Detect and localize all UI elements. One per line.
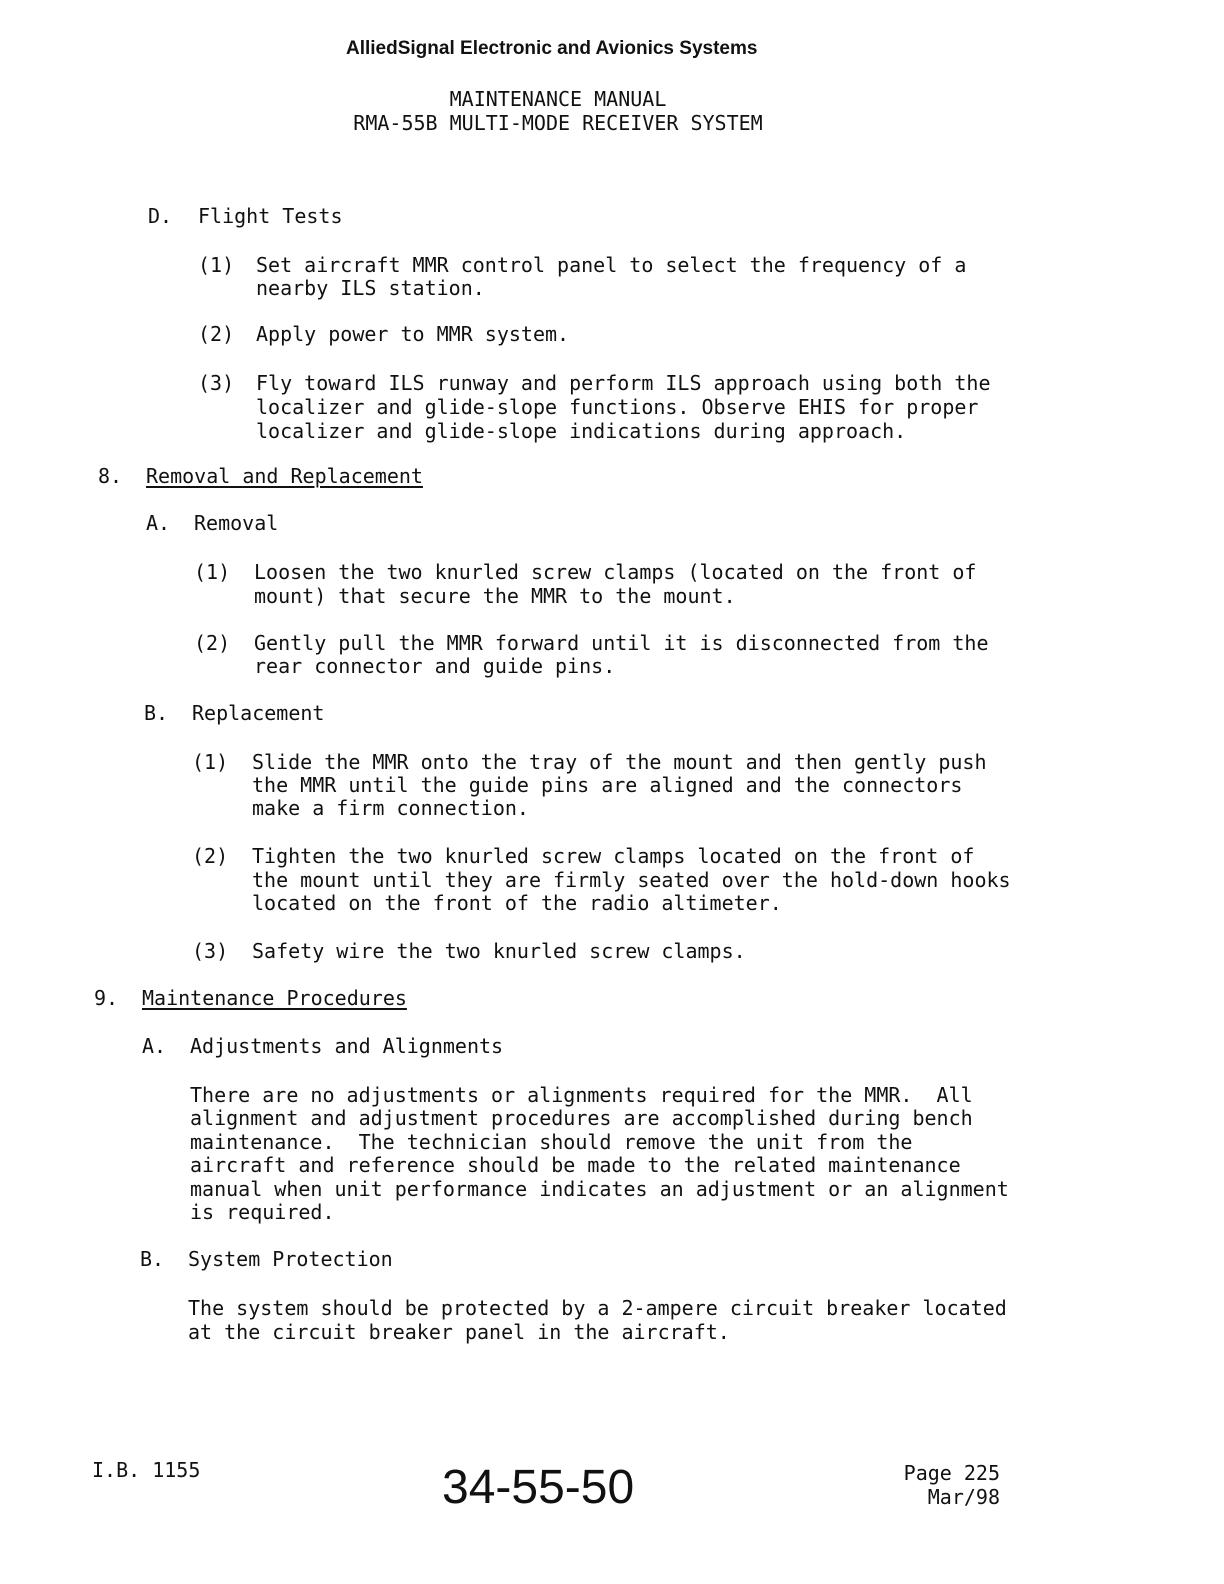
8b-step-2-num: (2): [192, 844, 229, 868]
9a-text-line-4: aircraft and reference should be made to the related maintenance: [190, 1153, 961, 1177]
section-9a-title: Adjustments and Alignments: [190, 1034, 504, 1058]
footer-document-number: 34-55-50: [442, 1461, 635, 1514]
d-step-2-line-1: Apply power to MMR system.: [256, 322, 570, 346]
section-d-title: Flight Tests: [198, 204, 343, 228]
section-8-num: 8.: [98, 464, 123, 488]
8b-step-3-line-1: Safety wire the two knurled screw clamps.: [252, 939, 746, 963]
section-8a-title: Removal: [194, 511, 279, 535]
footer-page-number: Page 225: [903, 1461, 1000, 1485]
d-step-1-line-2: nearby ILS station.: [256, 276, 485, 300]
section-8-title: Removal and Replacement: [146, 464, 423, 488]
8b-step-2-line-3: located on the front of the radio altimeter.: [252, 891, 782, 915]
8a-step-2-line-2: rear connector and guide pins.: [254, 654, 616, 678]
8b-step-1-line-1: Slide the MMR onto the tray of the mount and then gently push: [252, 750, 987, 774]
d-step-1-line-1: Set aircraft MMR control panel to select the frequency of a: [256, 253, 967, 277]
9b-text-line-2: at the circuit breaker panel in the aircraft.: [188, 1320, 730, 1344]
8a-step-2-line-1: Gently pull the MMR forward until it is disconnected from the: [254, 631, 989, 655]
8a-step-2-num: (2): [194, 631, 231, 655]
section-8b-title: Replacement: [192, 701, 325, 725]
8b-step-2-line-2: the mount until they are firmly seated over the hold-down hooks: [252, 868, 1011, 892]
footer-ib-number: I.B. 1155: [92, 1458, 201, 1482]
8b-step-1-line-3: make a firm connection.: [252, 796, 529, 820]
d-step-3-line-1: Fly toward ILS runway and perform ILS approach using both the: [256, 371, 991, 395]
section-9a-label: A.: [142, 1034, 167, 1058]
footer-date: Mar/98: [927, 1485, 1000, 1509]
9a-text-line-3: maintenance. The technician should remove the unit from the: [190, 1130, 913, 1154]
d-step-3-num: (3): [198, 371, 235, 395]
section-d-label: D.: [148, 204, 173, 228]
section-9-num: 9.: [94, 986, 119, 1010]
8a-step-1-line-2: mount) that secure the MMR to the mount.: [254, 584, 736, 608]
section-8b-label: B.: [144, 701, 169, 725]
8b-step-3-num: (3): [192, 939, 229, 963]
section-9-title: Maintenance Procedures: [142, 986, 407, 1010]
9a-text-line-6: is required.: [190, 1200, 335, 1224]
d-step-3-line-2: localizer and glide-slope functions. Observe EHIS for proper: [256, 395, 979, 419]
9a-text-line-5: manual when unit performance indicates an adjustment or an alignment: [190, 1177, 1009, 1201]
8b-step-2-line-1: Tighten the two knurled screw clamps located on the front of: [252, 844, 975, 868]
9a-text-line-1: There are no adjustments or alignments required for the MMR. All: [190, 1083, 973, 1107]
d-step-2-num: (2): [198, 322, 235, 346]
9b-text-line-1: The system should be protected by a 2-ampere circuit breaker located: [188, 1296, 1007, 1320]
8b-step-1-num: (1): [192, 750, 229, 774]
section-9b-label: B.: [140, 1247, 165, 1271]
8b-step-1-line-2: the MMR until the guide pins are aligned and the connectors: [252, 773, 963, 797]
company-name: AlliedSignal Electronic and Avionics Systems: [346, 38, 758, 59]
9a-text-line-2: alignment and adjustment procedures are accomplished during bench: [190, 1106, 973, 1130]
8a-step-1-num: (1): [194, 560, 231, 584]
8a-step-1-line-1: Loosen the two knurled screw clamps (located on the front of: [254, 560, 977, 584]
section-8a-label: A.: [146, 511, 171, 535]
section-9b-title: System Protection: [188, 1247, 393, 1271]
d-step-3-line-3: localizer and glide-slope indications during approach.: [256, 419, 907, 443]
manual-subtitle: RMA-55B MULTI-MODE RECEIVER SYSTEM: [353, 111, 763, 135]
d-step-1-num: (1): [198, 253, 235, 277]
manual-title: MAINTENANCE MANUAL: [449, 87, 667, 111]
